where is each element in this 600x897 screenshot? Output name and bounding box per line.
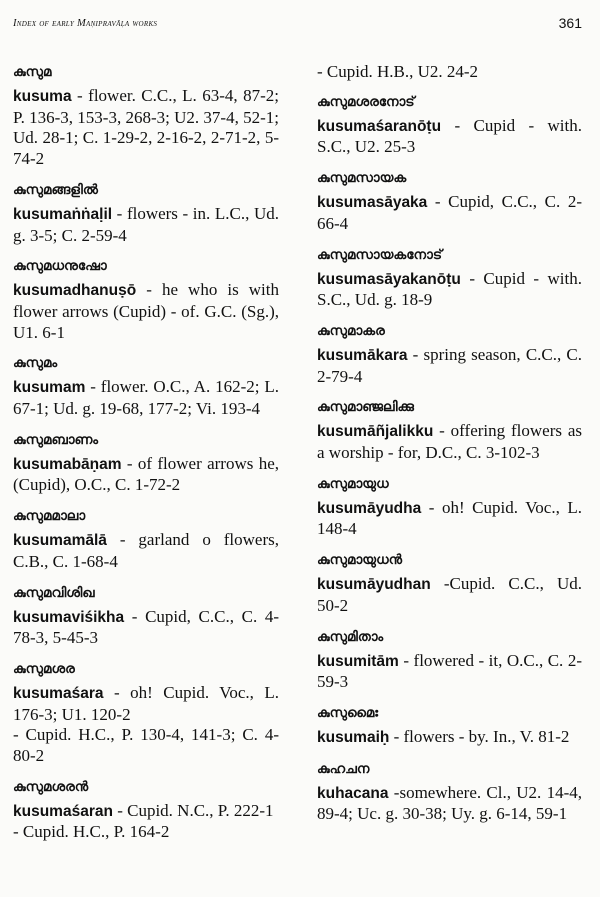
malayalam-headword: കുസുമബാണം — [13, 431, 99, 448]
malayalam-headword: കുസുമസായക — [317, 170, 407, 187]
index-entry — [317, 759, 582, 825]
index-entry — [13, 659, 279, 767]
index-entry — [317, 168, 582, 234]
malayalam-headword: കുസുമൈഃ — [317, 704, 379, 721]
entry-definition — [13, 377, 279, 419]
malayalam-headword: കുസുമശര — [13, 660, 75, 677]
index-entry — [317, 474, 582, 540]
entry-definition — [317, 345, 582, 387]
transliteration: kusumaśaran — [13, 802, 113, 820]
malayalam-headword: കുസുമം — [13, 355, 58, 372]
malayalam-headword: കുസുമമാലാ — [13, 508, 86, 525]
right-column — [317, 62, 582, 835]
transliteration: kusumaśaranōṭu — [317, 117, 442, 135]
transliteration: kusumitām — [317, 652, 399, 670]
malayalam-headword: കുസുമങ്ങളിൽ — [13, 181, 98, 198]
malayalam-headword: കുസുമസായകനോട് — [317, 246, 443, 263]
index-entry — [13, 583, 279, 649]
index-entry — [317, 703, 582, 749]
transliteration: kuhacana — [317, 784, 389, 802]
definition-text: - spring season, C.C., C. 2-79-4 — [317, 344, 582, 386]
continuation-line: - Cupid. H.B., U2. 24-2 — [317, 62, 479, 81]
entry-definition — [317, 269, 582, 311]
entry-definition — [13, 204, 279, 246]
definition-text: - garland o flowers, C.B., C. 1-68-4 — [13, 530, 279, 571]
transliteration: kusumadhanuṣō — [13, 282, 137, 300]
entry-definition — [317, 727, 582, 749]
definition-text: - oh! Cupid. Voc., L. 176-3; U1. 120-2 — [13, 682, 279, 724]
entry-definition — [13, 683, 279, 767]
malayalam-headword: കുസുമാഞ്ജലിക്കു — [317, 399, 414, 416]
definition-text: -somewhere. Cl., U2. 14-4, 89-4; Uc. g. 30-38; Uy. g. 6-14, 59-1 — [317, 782, 582, 824]
transliteration: kusumamālā — [13, 532, 107, 550]
entry-definition — [13, 530, 279, 572]
definition-text: - Cupid, C.C., C. 2-66-4 — [317, 192, 582, 233]
index-entry — [13, 62, 279, 170]
malayalam-headword: കുസുമായുധ — [317, 475, 389, 492]
malayalam-headword: കുസുമശരനോട് — [317, 93, 415, 110]
transliteration: kusumasāyaka — [317, 194, 428, 212]
transliteration: kusumaśara — [13, 684, 104, 702]
entry-definition — [317, 116, 582, 158]
index-entry — [317, 92, 582, 158]
malayalam-headword: കുസുമായുധൻ — [317, 552, 403, 569]
definition-text: - Cupid - with. S.C., Ud. g. 18-9 — [317, 268, 582, 310]
index-entry — [13, 256, 279, 343]
transliteration: kusumam — [13, 379, 86, 397]
malayalam-headword: കുസുമാകര — [317, 322, 385, 339]
entry-definition — [13, 607, 279, 649]
definition-text: - oh! Cupid. Voc., L. 148-4 — [317, 497, 582, 539]
index-entry — [317, 627, 582, 693]
transliteration: kusumāyudhan — [317, 576, 431, 594]
definition-text: -Cupid. C.C., Ud. 50-2 — [317, 574, 582, 615]
malayalam-headword: കുസുമിതാം — [317, 628, 384, 645]
definition-text: - Cupid. N.C., P. 222-1 — [112, 800, 274, 820]
transliteration: kusuma — [13, 88, 72, 105]
entry-definition — [13, 801, 279, 843]
entry-definition — [13, 454, 279, 496]
transliteration: kusumaṅṅaḷil — [13, 205, 113, 223]
index-entry — [317, 245, 582, 311]
index-entry — [13, 180, 279, 246]
definition-text: - offering flowers as a worship - for, D.C., C. 3-102-3 — [317, 421, 582, 463]
definition-text: - flower. O.C., A. 162-2; L. 67-1; Ud. g. 19-68, 177-2; Vi. 193-4 — [13, 377, 279, 419]
definition-text: - of flower arrows he, (Cupid), O.C., C. 1-72-2 — [13, 453, 279, 495]
entry-definition — [13, 280, 279, 343]
index-entry — [317, 397, 582, 463]
entry-definition — [317, 421, 582, 463]
transliteration: kusumaiḥ — [317, 728, 390, 746]
definition-text: - flowered - it, O.C., C. 2-59-3 — [317, 650, 582, 692]
page-number: 361 — [558, 15, 582, 31]
definition-text: - flower. C.C., L. 63-4, 87-2; P. 136-3, 153-3, 268-3; U2. 37-4, 52-1; Ud. 28-1; C. 1-29-2, 2-16-2, 2-71-2, 5-74-2 — [13, 86, 279, 169]
entry-definition — [317, 651, 582, 693]
malayalam-headword: കുസുമധനുഷോ — [13, 258, 107, 275]
malayalam-headword: കുസുമവിശിഖ — [13, 584, 95, 601]
transliteration: kusumākara — [317, 346, 408, 364]
malayalam-headword: കുസുമ — [13, 64, 52, 80]
entry-definition — [317, 498, 582, 540]
index-entry — [13, 353, 279, 419]
entry-definition — [13, 86, 279, 170]
definition-text: - Cupid, C.C., C. 4-78-3, 5-45-3 — [13, 606, 279, 648]
index-entry — [13, 506, 279, 572]
transliteration: kusumāyudha — [317, 499, 422, 517]
index-entry — [13, 777, 279, 843]
transliteration: kusumaviśikha — [13, 608, 125, 626]
definition-text: - Cupid. H.C., P. 130-4, 141-3; C. 4-80-2 — [13, 725, 279, 766]
definition-text: - Cupid. H.C., P. 164-2 — [13, 822, 170, 842]
transliteration: kusumasāyakanōṭu — [317, 270, 461, 288]
transliteration: kusumabāṇam — [13, 455, 122, 473]
transliteration: kusumāñjalikku — [317, 423, 434, 441]
definition-text: - flowers - in. L.C., Ud. g. 3-5; C. 2-59-4 — [13, 203, 279, 245]
index-entry — [13, 430, 279, 496]
definition-text: - he who is with flower arrows (Cupid) - of. G.C. (Sg.), U1. 6-1 — [13, 280, 279, 342]
index-entry — [317, 550, 582, 616]
index-entry — [317, 321, 582, 387]
left-column — [13, 62, 279, 853]
malayalam-headword: കുഹചന — [317, 760, 370, 777]
entry-definition — [317, 783, 582, 825]
malayalam-headword: കുസുമശരൻ — [13, 778, 89, 795]
entry-definition — [317, 192, 582, 234]
entry-definition — [317, 574, 582, 616]
definition-text: - Cupid - with. S.C., U2. 25-3 — [317, 115, 582, 157]
definition-text: - flowers - by. In., V. 81-2 — [389, 726, 570, 746]
running-head: Index of early Maṇipravāḷa works — [13, 18, 158, 29]
